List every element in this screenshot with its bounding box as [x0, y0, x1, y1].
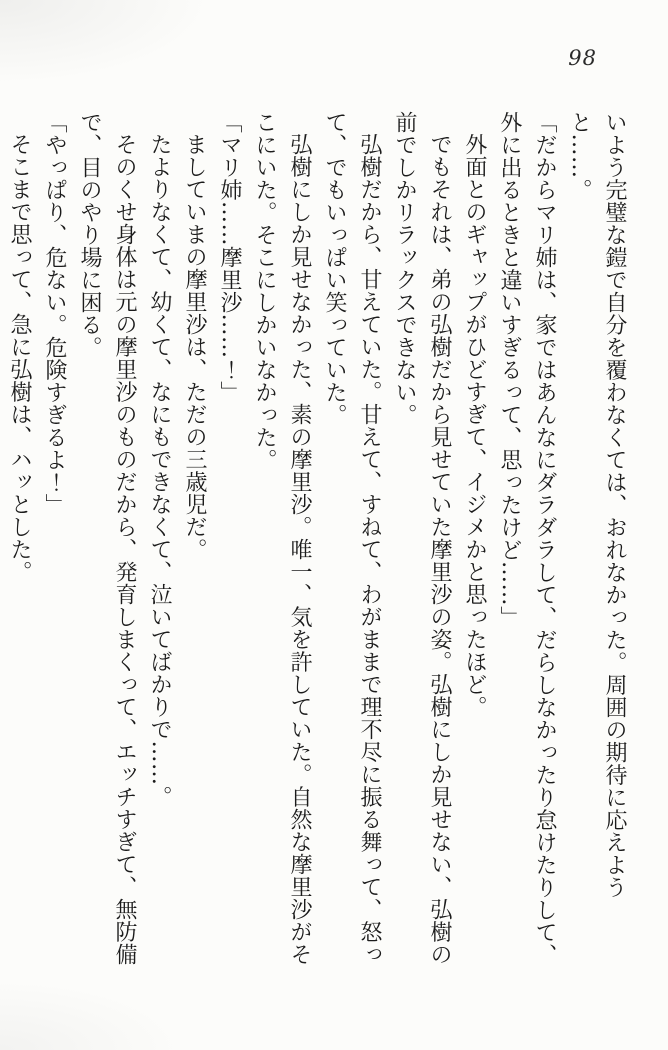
- paragraph: ましていまの摩里沙は、ただの三歳児だ。: [182, 133, 207, 561]
- paragraph: 弘樹にしか見せなかった、素の摩里沙。唯一、気を許していた。自然な摩里沙がそこにいた。そこにしかいなかった。: [252, 111, 312, 966]
- paragraph: 外面とのギャップがひどすぎて、イジメかと思ったほど。: [462, 133, 487, 718]
- page-text: [2, 111, 632, 977]
- paragraph: そのくせ身体は元の摩里沙のものだから、発育しまくって、エッチすぎて、無防備で、目のやり場に困る。: [77, 111, 137, 966]
- paragraph: でもそれは、弟の弘樹だから見せていた摩里沙の姿。弘樹にしか見せない、弘樹の前でしかリラックスできない。: [392, 111, 452, 966]
- paragraph: いよう完璧な鎧で自分を覆わなくては、おれなかった。周囲の期待に応えようと……。: [567, 111, 627, 899]
- paragraph: そこまで思って、急に弘樹は、ハッとした。: [7, 133, 32, 583]
- paragraph-dialogue: 「マリ姉……摩里沙……！」: [217, 111, 242, 404]
- paragraph-dialogue: 「やっぱり、危ない。危険すぎるよ！」: [42, 111, 67, 516]
- page-number: 98: [568, 46, 597, 70]
- paragraph: たよりなくて、幼くて、なにもできなくて、泣いてばかりで……。: [147, 133, 172, 808]
- paragraph-dialogue: 「だからマリ姉は、家ではあんなにダラダラして、だらしなかったり怠けたりして、外に出るときと違いすぎるって、思ったけど……」: [497, 111, 557, 966]
- paragraph: 弘樹だから、甘えていた。甘えて、すねて、わがままで理不尽に振る舞って、怒って、でもいっぱい笑っていた。: [322, 111, 382, 966]
